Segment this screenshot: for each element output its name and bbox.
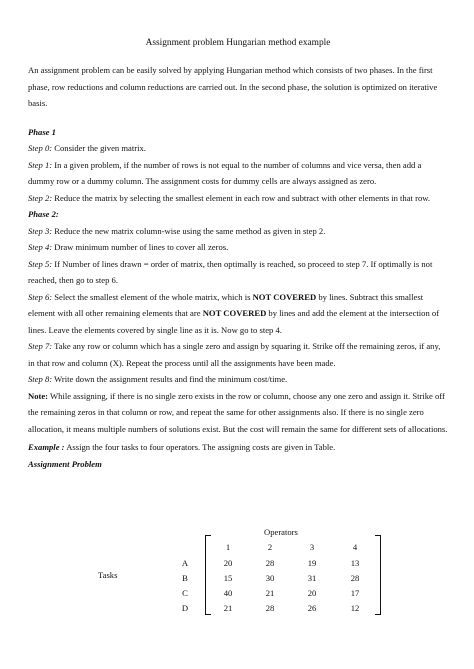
step-8: Step 8: Write down the assignment results and find the minimum cost/time. — [28, 374, 288, 384]
tasks-label: Tasks — [98, 570, 118, 580]
matrix-cell: 40 — [223, 588, 233, 598]
matrix-cell: 20 — [223, 558, 233, 568]
page-title: Assignment problem Hungarian method example — [145, 38, 331, 48]
matrix-cell: 13 — [350, 558, 360, 568]
column-header-2: 2 — [267, 542, 273, 552]
column-header-1: 1 — [225, 542, 231, 552]
step-4: Step 4: Draw minimum number of lines to cover all zeros. — [28, 242, 229, 252]
matrix-cell: 31 — [307, 573, 317, 583]
assignment-problem-heading: Assignment Problem — [28, 458, 102, 469]
matrix-cell: 30 — [265, 573, 275, 583]
phase-2-heading: Phase 2: — [28, 209, 59, 219]
matrix-cell: 21 — [265, 588, 275, 598]
step-1: Step 1: In a given problem, if the number of rows is not equal to the number of columns and vice versa, then add a dummy row or a dummy column. The assignment costs for dummy cells are always assigned as zero. — [28, 159, 422, 186]
column-header-4: 4 — [352, 542, 358, 552]
column-header-3: 3 — [309, 542, 315, 552]
matrix-left-bracket — [205, 535, 211, 615]
matrix-cell: 19 — [307, 558, 317, 568]
step-7: Step 7: Take any row or column which has a single zero and assign by squaring it. Strike off the remaining zeros, if any, in that row and column (X). Repeat the process until all the assignments have been made. — [28, 341, 441, 368]
matrix-cell: 28 — [350, 573, 360, 583]
row-label-a: A — [181, 558, 189, 568]
matrix-cell: 28 — [265, 603, 275, 613]
step-3: Step 3: Reduce the new matrix column-wise using the same method as given in step 2. — [28, 225, 326, 236]
note: Note: While assigning, if there is no single zero exists in the row or column, choose any one zero and assign it. Strike off the remaining zeros in that column or row, and repeat the same for other assignments also. If there is no single zero allocation, it means multiple numbers of solutions exist. But the cost will remain the same for different sets of allocations. — [28, 390, 448, 434]
matrix-cell: 20 — [307, 588, 317, 598]
matrix-cell: 21 — [223, 603, 233, 613]
step-2: Step 2: Reduce the matrix by selecting the smallest element in each row and subtract with other elements in that row. — [28, 192, 431, 203]
step-5: Step 5: If Number of lines drawn = order of matrix, then optimally is reached, so proceed to step 7. If optimally is not reached, then go to step 6. — [28, 258, 433, 285]
phase-1-heading: Phase 1 — [28, 126, 56, 137]
step-6: Step 6: Select the smallest element of the whole matrix, which is NOT COVERED by lines. Subtract this smallest element with all other remaining elements that are NOT COVERED by lines and add the element at the intersection of lines. Leave the elements covered by single line as it is. Now go to step 4. — [28, 291, 440, 335]
row-label-c: C — [182, 588, 188, 598]
step-0: Step 0: Consider the given matrix. — [28, 143, 146, 153]
row-label-d: D — [181, 603, 189, 613]
intro-paragraph: An assignment problem can be easily solved by applying Hungarian method which consists of two phases. In the first phase, row reductions and column reductions are carried out. In the second phase, the solution is optimized on iterative basis. — [28, 65, 438, 108]
matrix-cell: 12 — [350, 603, 360, 613]
row-label-b: B — [182, 573, 188, 583]
matrix-cell: 28 — [265, 558, 275, 568]
matrix-cell: 17 — [350, 588, 360, 598]
matrix-cell: 26 — [307, 603, 317, 613]
matrix-cell: 15 — [223, 573, 233, 583]
example: Example : Assign the four tasks to four operators. The assigning costs are given in Table. — [28, 442, 336, 452]
matrix-right-bracket — [375, 535, 381, 615]
operators-label: Operators — [264, 527, 298, 537]
